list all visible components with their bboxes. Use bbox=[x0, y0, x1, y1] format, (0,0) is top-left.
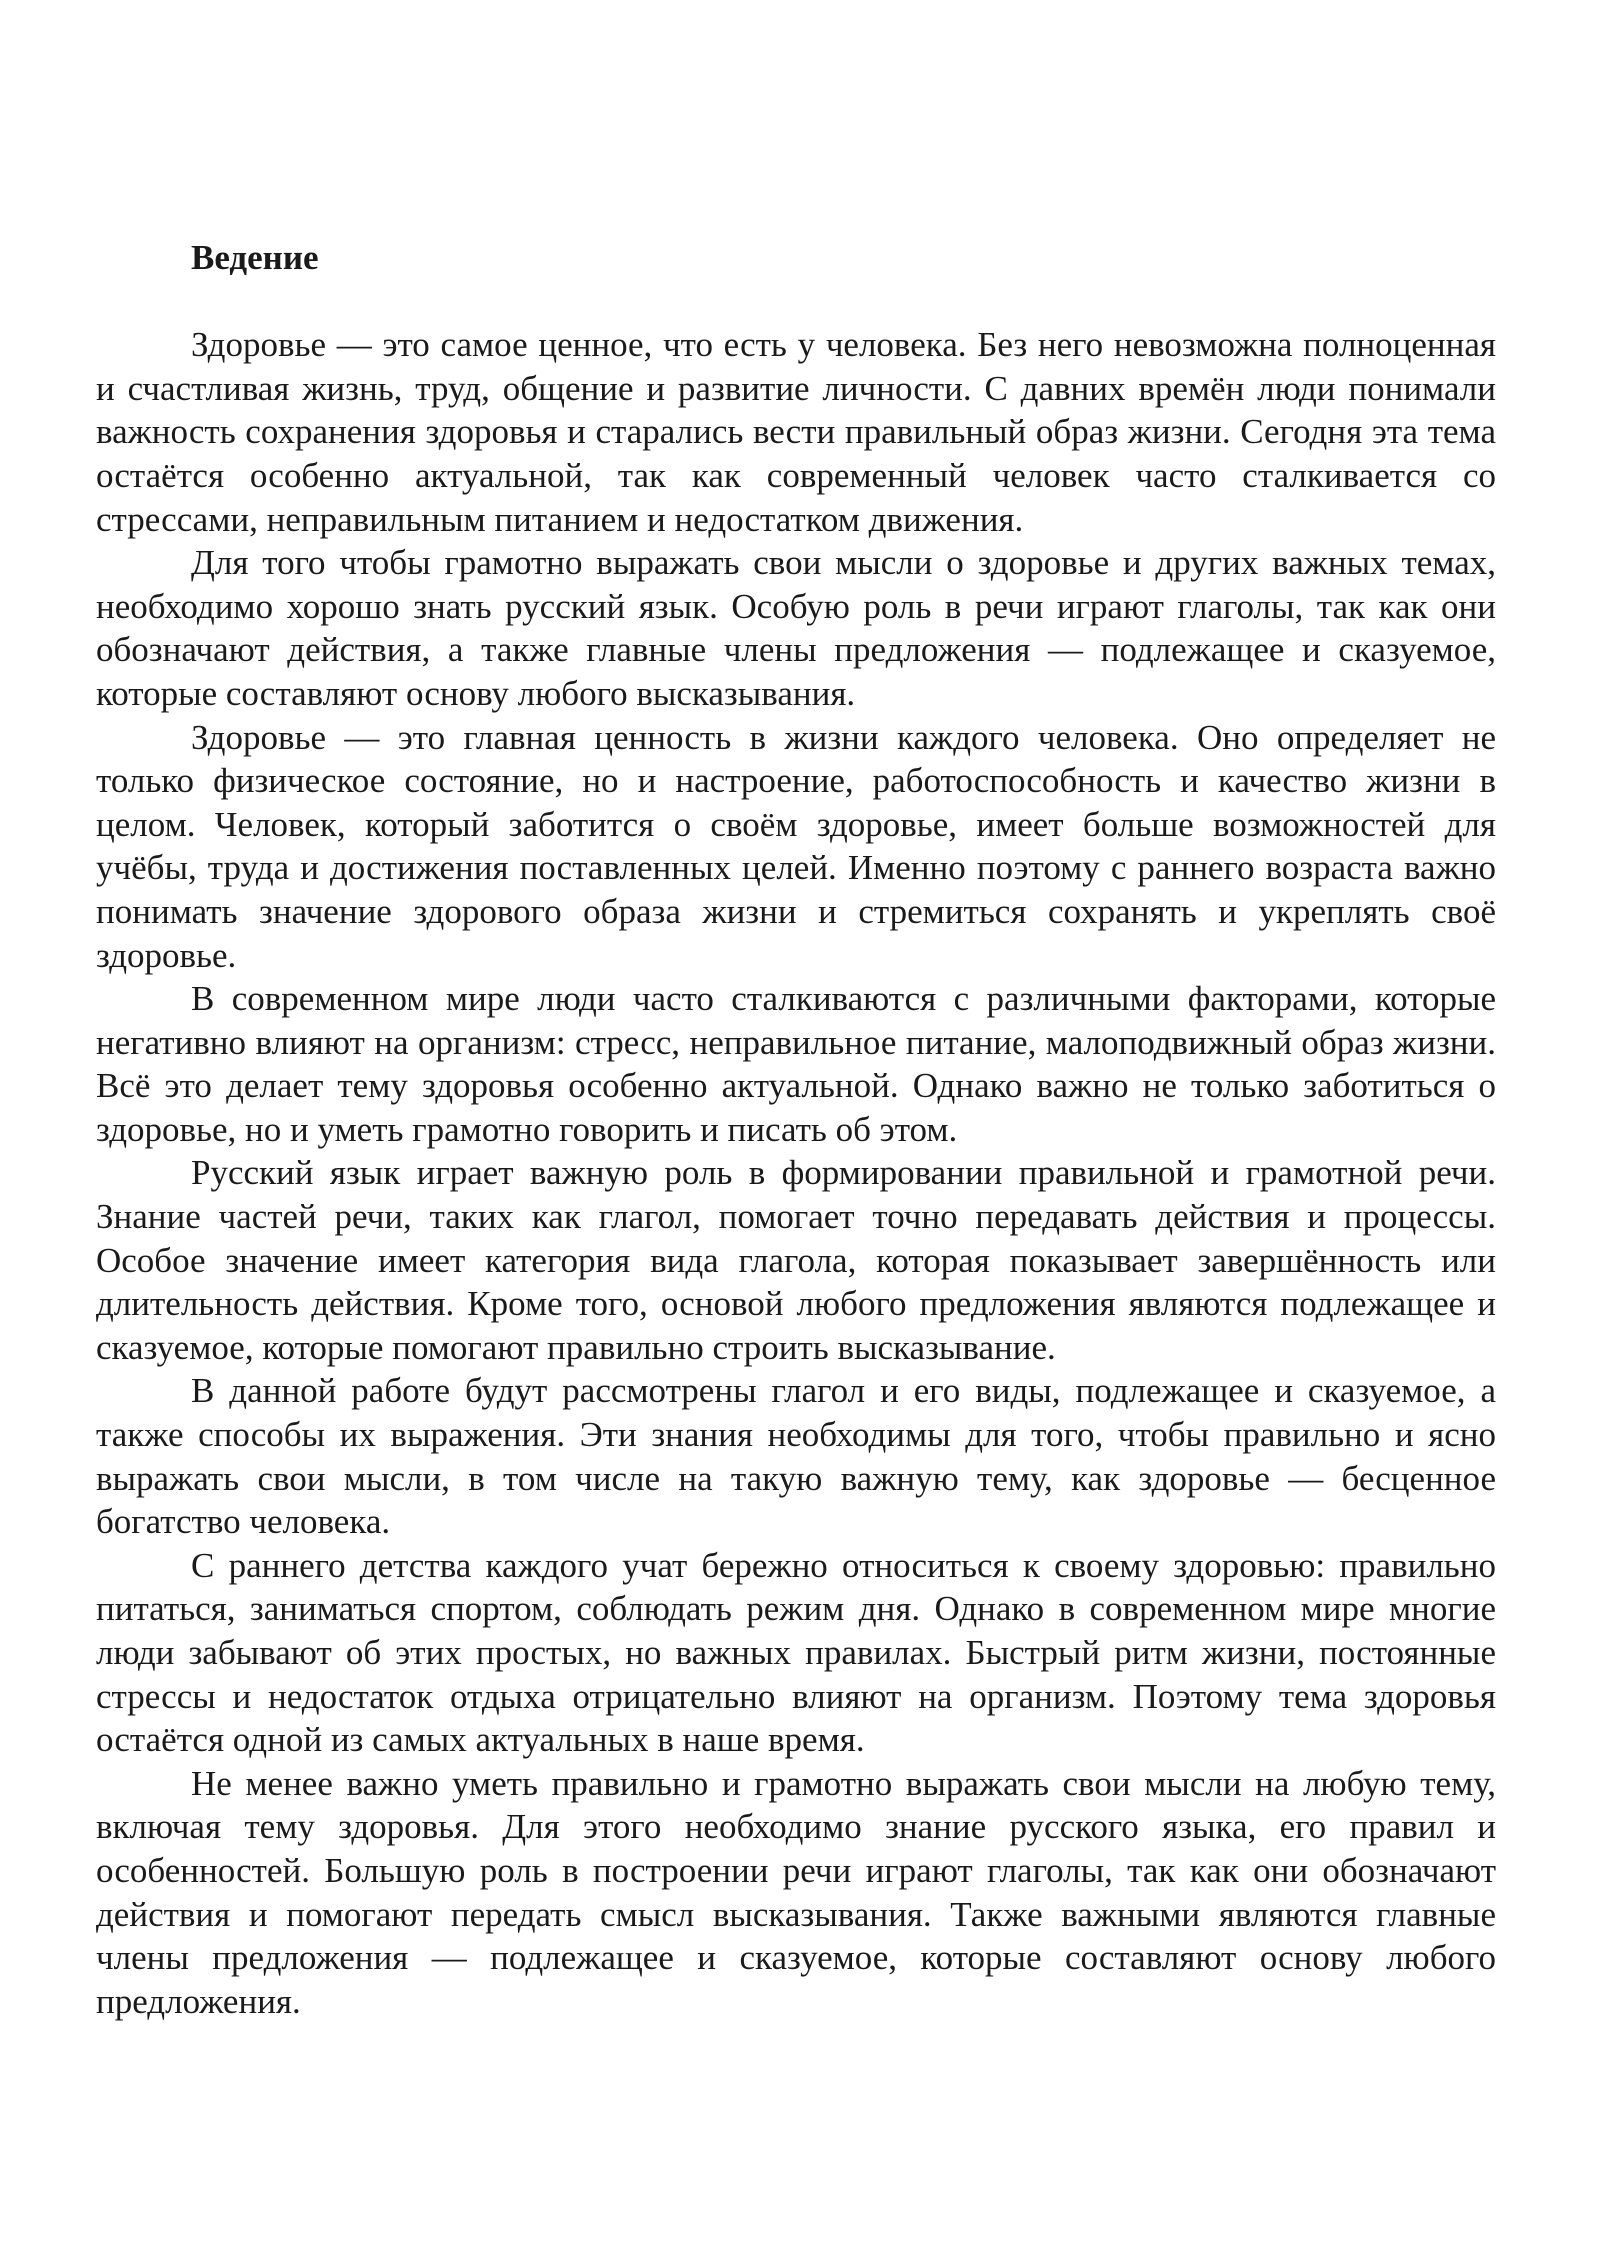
section-heading: Ведение bbox=[191, 238, 319, 277]
paragraph-2: Для того чтобы грамотно выражать свои мысли о здоровье и других важных темах, необходимо хорошо знать русский язык. Особую роль в речи играют глаголы, так как они обозначают действия, а также главные члены предложения — подлежащее и сказуемое, которые составляют основу любого высказывания. bbox=[96, 543, 1496, 713]
paragraph-3: Здоровье — это главная ценность в жизни каждого человека. Оно определяет не только физическое состояние, но и настроение, работоспособность и качество жизни в целом. Человек, который заботится о своём здоровье, имеет больше возможностей для учёбы, труда и достижения поставленных целей. Именно поэтому с раннего возраста важно понимать значение здорового образа жизни и стремиться сохранять и укреплять своё здоровье. bbox=[96, 717, 1496, 975]
document-body bbox=[96, 236, 1496, 2023]
paragraph-7: С раннего детства каждого учат бережно относиться к своему здоровью: правильно питаться, заниматься спортом, соблюдать режим дня. Однако в современном мире многие люди забывают об этих простых, но важных правилах. Быстрый ритм жизни, постоянные стрессы и недостаток отдыха отрицательно влияют на организм. Поэтому тема здоровья остаётся одной из самых актуальных в наше время. bbox=[96, 1545, 1496, 1760]
paragraph-5: Русский язык играет важную роль в формировании правильной и грамотной речи. Знание частей речи, таких как глагол, помогает точно передавать действия и процессы. Особое значение имеет категория вида глагола, которая показывает завершённость или длительность действия. Кроме того, основой любого предложения являются подлежащее и сказуемое, которые помогают правильно строить высказывание. bbox=[96, 1153, 1496, 1367]
paragraph-8: Не менее важно уметь правильно и грамотно выражать свои мысли на любую тему, включая тему здоровья. Для этого необходимо знание русского языка, его правил и особенностей. Большую роль в построении речи играют глаголы, так как они обозначают действия и помогают передать смысл высказывания. Также важными являются главные члены предложения — подлежащее и сказуемое, которые составляют основу любого предложения. bbox=[96, 1763, 1496, 2021]
paragraph-1: Здоровье — это самое ценное, что есть у человека. Без него невозможна полноценная и счастливая жизнь, труд, общение и развитие личности. С давних времён люди понимали важность сохранения здоровья и старались вести правильный образ жизни. Сегодня эта тема остаётся особенно актуальной, так как современный человек часто сталкивается со стрессами, неправильным питанием и недостатком движения. bbox=[96, 325, 1496, 539]
paragraph-6: В данной работе будут рассмотрены глагол и его виды, подлежащее и сказуемое, а также способы их выражения. Эти знания необходимы для того, чтобы правильно и ясно выражать свои мысли, в том числе на такую важную тему, как здоровье — бесценное богатство человека. bbox=[96, 1371, 1496, 1542]
paragraph-4: В современном мире люди часто сталкиваются с различными факторами, которые негативно влияют на организм: стресс, неправильное питание, малоподвижный образ жизни. Всё это делает тему здоровья особенно актуальной. Однако важно не только заботиться о здоровье, но и уметь грамотно говорить и писать об этом. bbox=[96, 979, 1496, 1149]
